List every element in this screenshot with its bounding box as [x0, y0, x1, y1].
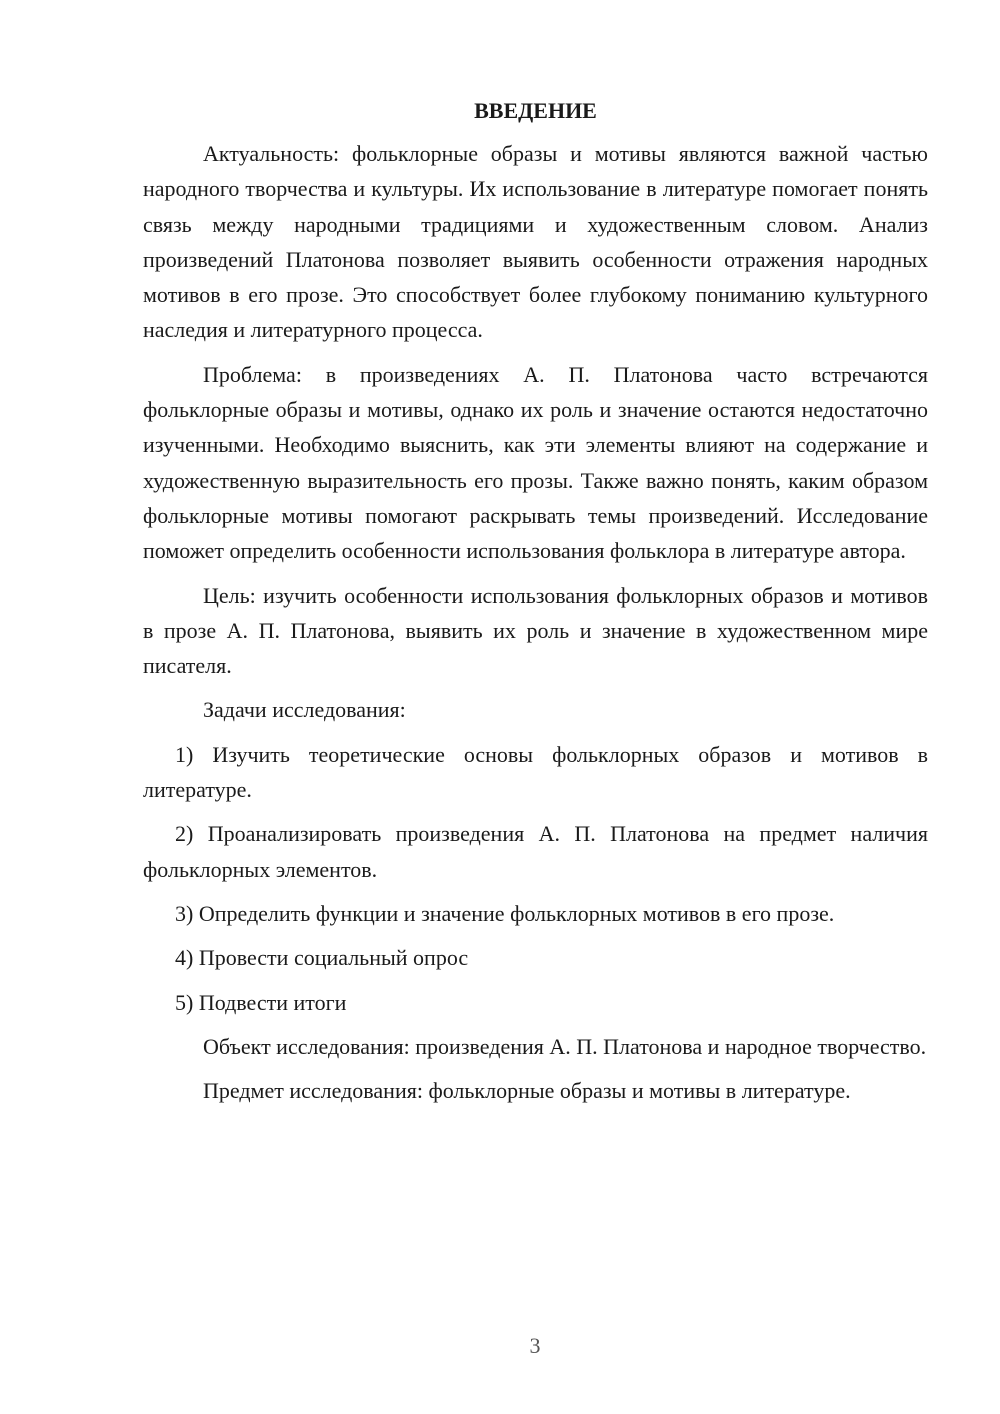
relevance-paragraph: Актуальность: фольклорные образы и мотивы являются важной частью народного творчества и культуры. Их использование в литературе помогает понять связь между народными традициями и художественным словом. Анализ произведений Платонова позволяет выявить особенности отражения народных мотивов в его прозе. Это способствует более глубокому пониманию культурного наследия и литературного процесса. [143, 141, 928, 343]
subject-paragraph: Предмет исследования: фольклорные образы и мотивы в литературе. [203, 1078, 851, 1104]
problem-paragraph: Проблема: в произведениях А. П. Платонова часто встречаются фольклорные образы и мотивы, однако их роль и значение остаются недостаточно изученными. Необходимо выяснить, как эти элементы влияют на содержание и художественную выразительность его прозы. Также важно понять, каким образом фольклорные мотивы помогают раскрывать темы произведений. Исследование поможет определить особенности использования фольклора в литературе автора. [143, 361, 928, 564]
task-item-3: 3) Определить функции и значение фольклорных мотивов в его прозе. [175, 900, 835, 926]
section-title: ВВЕДЕНИЕ [474, 98, 597, 123]
task-item-1: 1) Изучить теоретические основы фольклорных образов и мотивов в литературе. [143, 741, 928, 803]
task-item-4: 4) Провести социальный опрос [175, 945, 469, 971]
document-page [143, 93, 928, 1117]
task-item-5: 5) Подвести итоги [175, 989, 347, 1015]
task-item-2: 2) Проанализировать произведения А. П. Платонова на предмет наличия фольклорных элементов. [143, 821, 928, 882]
object-paragraph: Объект исследования: произведения А. П. Платонова и народное творчество. [203, 1033, 927, 1059]
goal-paragraph: Цель: изучить особенности использования фольклорных образов и мотивов в прозе А. П. Платонова, выявить их роль и значение в художественном мире писателя. [143, 582, 928, 679]
page-number: 3 [529, 1333, 541, 1358]
tasks-heading: Задачи исследования: [203, 697, 406, 723]
